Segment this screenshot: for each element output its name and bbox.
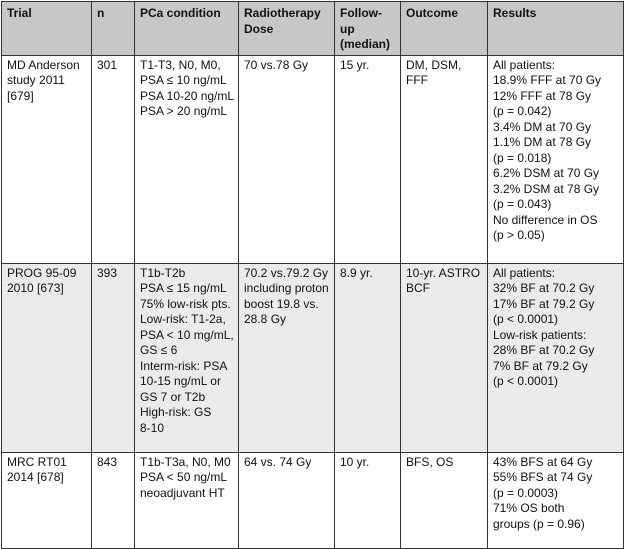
dose-cell: 70.2 vs.79.2 Gy including proton boost 19.8 vs. 28.8 Gy xyxy=(239,263,335,452)
condition-line: GS 7 or T2b xyxy=(140,389,206,404)
trial-cell: PROG 95-09 2010 [673] xyxy=(2,263,92,452)
table-row xyxy=(2,452,624,548)
condition-line: PSA < 10 mg/mL, xyxy=(140,327,234,342)
condition-line: GS ≤ 6 xyxy=(140,343,178,357)
result-line: 7% BF at 79.2 Gy xyxy=(493,358,588,373)
header-pca-condition: PCa condition xyxy=(135,2,239,56)
condition-line: T1-T3, N0, M0, xyxy=(140,57,221,72)
result-line: 55% BFS at 74 Gy xyxy=(493,470,593,484)
dose-cell: 64 vs. 74 Gy xyxy=(239,452,335,548)
outcome-cell: BFS, OS xyxy=(401,452,488,548)
trial-cell: MRC RT01 2014 [678] xyxy=(2,452,92,548)
table-row xyxy=(2,55,624,263)
result-line: 3.2% DSM at 78 Gy xyxy=(493,181,600,196)
condition-line: neoadjuvant HT xyxy=(140,485,225,500)
header-n: n xyxy=(92,2,135,56)
result-line: No difference in OS xyxy=(493,212,598,227)
follow-up-cell: 8.9 yr. xyxy=(335,263,401,452)
condition-line: T1b-T2b xyxy=(140,265,186,280)
condition-line: PSA ≤ 10 ng/mL xyxy=(140,73,227,87)
result-line: (p < 0.0001) xyxy=(493,312,559,326)
result-line: (p < 0.0001) xyxy=(493,374,559,388)
result-line: (p > 0.05) xyxy=(493,228,545,242)
condition-line: High-risk: GS xyxy=(140,405,212,419)
condition-line: T1b-T3a, N0, M0 xyxy=(140,454,231,469)
condition-cell xyxy=(135,263,239,452)
condition-line: Interm-risk: PSA xyxy=(140,358,228,373)
result-line: 43% BFS at 64 Gy xyxy=(493,454,593,469)
condition-cell xyxy=(135,452,239,548)
condition-line: 75% low-risk pts. xyxy=(140,296,231,311)
header-outcome: Outcome xyxy=(401,2,488,56)
n-cell: 301 xyxy=(92,55,135,263)
trial-cell: MD Anderson study 2011 [679] xyxy=(2,55,92,263)
result-line: All patients: xyxy=(493,265,556,280)
result-line: 28% BF at 70.2 Gy xyxy=(493,343,595,357)
condition-line: 10-15 ng/mL or xyxy=(140,374,221,388)
result-line: 1.1% DM at 78 Gy xyxy=(493,135,592,149)
condition-line: 8-10 xyxy=(140,420,165,435)
header-follow-up: Follow-up (median) xyxy=(335,2,401,56)
condition-line: PSA < 50 ng/mL xyxy=(140,470,228,484)
n-cell: 393 xyxy=(92,263,135,452)
result-line: 6.2% DSM at 70 Gy xyxy=(493,166,600,180)
results-cell xyxy=(488,452,624,548)
result-line: 18.9% FFF at 70 Gy xyxy=(493,73,602,87)
table-row xyxy=(2,263,624,452)
result-line: All patients: xyxy=(493,57,556,72)
header-trial: Trial xyxy=(2,2,92,56)
results-cell xyxy=(488,55,624,263)
result-line: (p = 0.018) xyxy=(493,150,552,165)
condition-line: Low-risk: T1-2a, xyxy=(140,312,226,326)
condition-cell xyxy=(135,55,239,263)
rt-dose-trials-table xyxy=(1,1,624,549)
outcome-cell: 10-yr. ASTRO BCF xyxy=(401,263,488,452)
result-line: 32% BF at 70.2 Gy xyxy=(493,281,595,295)
result-line: 71% OS both xyxy=(493,501,565,515)
condition-line: PSA > 20 ng/mL xyxy=(140,104,228,118)
result-line: 12% FFF at 78 Gy xyxy=(493,88,592,103)
result-line: groups (p = 0.96) xyxy=(493,516,585,531)
header-radiotherapy-dose: Radiotherapy Dose xyxy=(239,2,335,56)
results-cell xyxy=(488,263,624,452)
condition-line: PSA 10-20 ng/mL xyxy=(140,88,235,103)
result-line: (p = 0.042) xyxy=(493,104,552,118)
n-cell: 843 xyxy=(92,452,135,548)
follow-up-cell: 10 yr. xyxy=(335,452,401,548)
result-line: 17% BF at 79.2 Gy xyxy=(493,296,595,311)
dose-cell: 70 vs.78 Gy xyxy=(239,55,335,263)
header-row xyxy=(2,2,624,56)
result-line: Low-risk patients: xyxy=(493,327,587,342)
header-results: Results xyxy=(488,2,624,56)
outcome-cell: DM, DSM, FFF xyxy=(401,55,488,263)
result-line: (p = 0.043) xyxy=(493,197,552,211)
condition-line: PSA ≤ 15 ng/mL xyxy=(140,281,227,295)
result-line: 3.4% DM at 70 Gy xyxy=(493,119,592,134)
follow-up-cell: 15 yr. xyxy=(335,55,401,263)
result-line: (p = 0.0003) xyxy=(493,485,559,500)
